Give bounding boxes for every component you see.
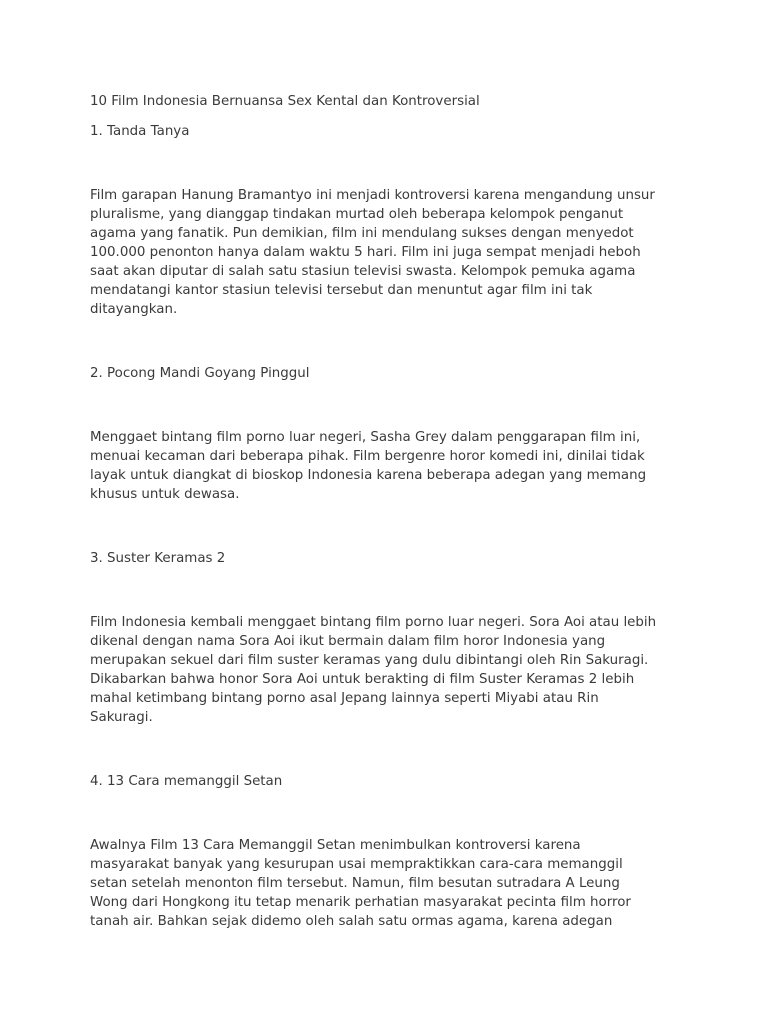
paragraph-line: khusus untuk dewasa. <box>90 487 240 502</box>
paragraph-line: merupakan sekuel dari film suster keramas yang dulu dibintangi oleh Rin Sakuragi. <box>90 653 649 668</box>
paragraph-line: Sakuragi. <box>90 710 153 725</box>
section-heading: 4. 13 Cara memanggil Setan <box>90 774 283 789</box>
paragraph-line: agama yang fanatik. Pun demikian, film ini mendulang sukses dengan menyedot <box>90 226 634 241</box>
section-heading: 1. Tanda Tanya <box>90 124 190 139</box>
paragraph-line: masyarakat banyak yang kesurupan usai mempraktikkan cara-cara memanggil <box>90 857 623 872</box>
paragraph-line: setan setelah menonton film tersebut. Namun, film besutan sutradara A Leung <box>90 876 620 891</box>
section-paragraph <box>90 836 690 931</box>
document-title: 10 Film Indonesia Bernuansa Sex Kental dan Kontroversial <box>90 94 480 109</box>
paragraph-line: Wong dari Hongkong itu tetap menarik perhatian masyarakat pecinta film horror <box>90 895 631 910</box>
paragraph-line: mahal ketimbang bintang porno asal Jepang lainnya seperti Miyabi atau Rin <box>90 691 599 706</box>
paragraph-line: pluralisme, yang dianggap tindakan murtad oleh beberapa kelompok penganut <box>90 207 624 222</box>
paragraph-line: menuai kecaman dari beberapa pihak. Film bergenre horor komedi ini, dinilai tidak <box>90 449 645 464</box>
paragraph-line: saat akan diputar di salah satu stasiun televisi swasta. Kelompok pemuka agama <box>90 264 636 279</box>
section-paragraph <box>90 428 690 504</box>
paragraph-line: layak untuk diangkat di bioskop Indonesia karena beberapa adegan yang memang <box>90 468 647 483</box>
section-paragraph <box>90 613 690 727</box>
document-content <box>90 92 690 976</box>
section-heading: 2. Pocong Mandi Goyang Pinggul <box>90 366 310 381</box>
paragraph-line: ditayangkan. <box>90 302 178 317</box>
paragraph-line: mendatangi kantor stasiun televisi tersebut dan menuntut agar film ini tak <box>90 283 593 298</box>
paragraph-line: Menggaet bintang film porno luar negeri, Sasha Grey dalam penggarapan film ini, <box>90 430 641 445</box>
paragraph-line: tanah air. Bahkan sejak didemo oleh salah satu ormas agama, karena adegan <box>90 914 613 929</box>
paragraph-line: Awalnya Film 13 Cara Memanggil Setan menimbulkan kontroversi karena <box>90 838 581 853</box>
paragraph-line: Film Indonesia kembali menggaet bintang film porno luar negeri. Sora Aoi atau lebih <box>90 615 657 630</box>
paragraph-line: Dikabarkan bahwa honor Sora Aoi untuk berakting di film Suster Keramas 2 lebih <box>90 672 635 687</box>
paragraph-line: dikenal dengan nama Sora Aoi ikut bermain dalam film horor Indonesia yang <box>90 634 606 649</box>
section-paragraph <box>90 186 690 319</box>
paragraph-line: 100.000 penonton hanya dalam waktu 5 hari. Film ini juga sempat menjadi heboh <box>90 245 641 260</box>
paragraph-line: Film garapan Hanung Bramantyo ini menjadi kontroversi karena mengandung unsur <box>90 188 655 203</box>
section-heading: 3. Suster Keramas 2 <box>90 551 226 566</box>
